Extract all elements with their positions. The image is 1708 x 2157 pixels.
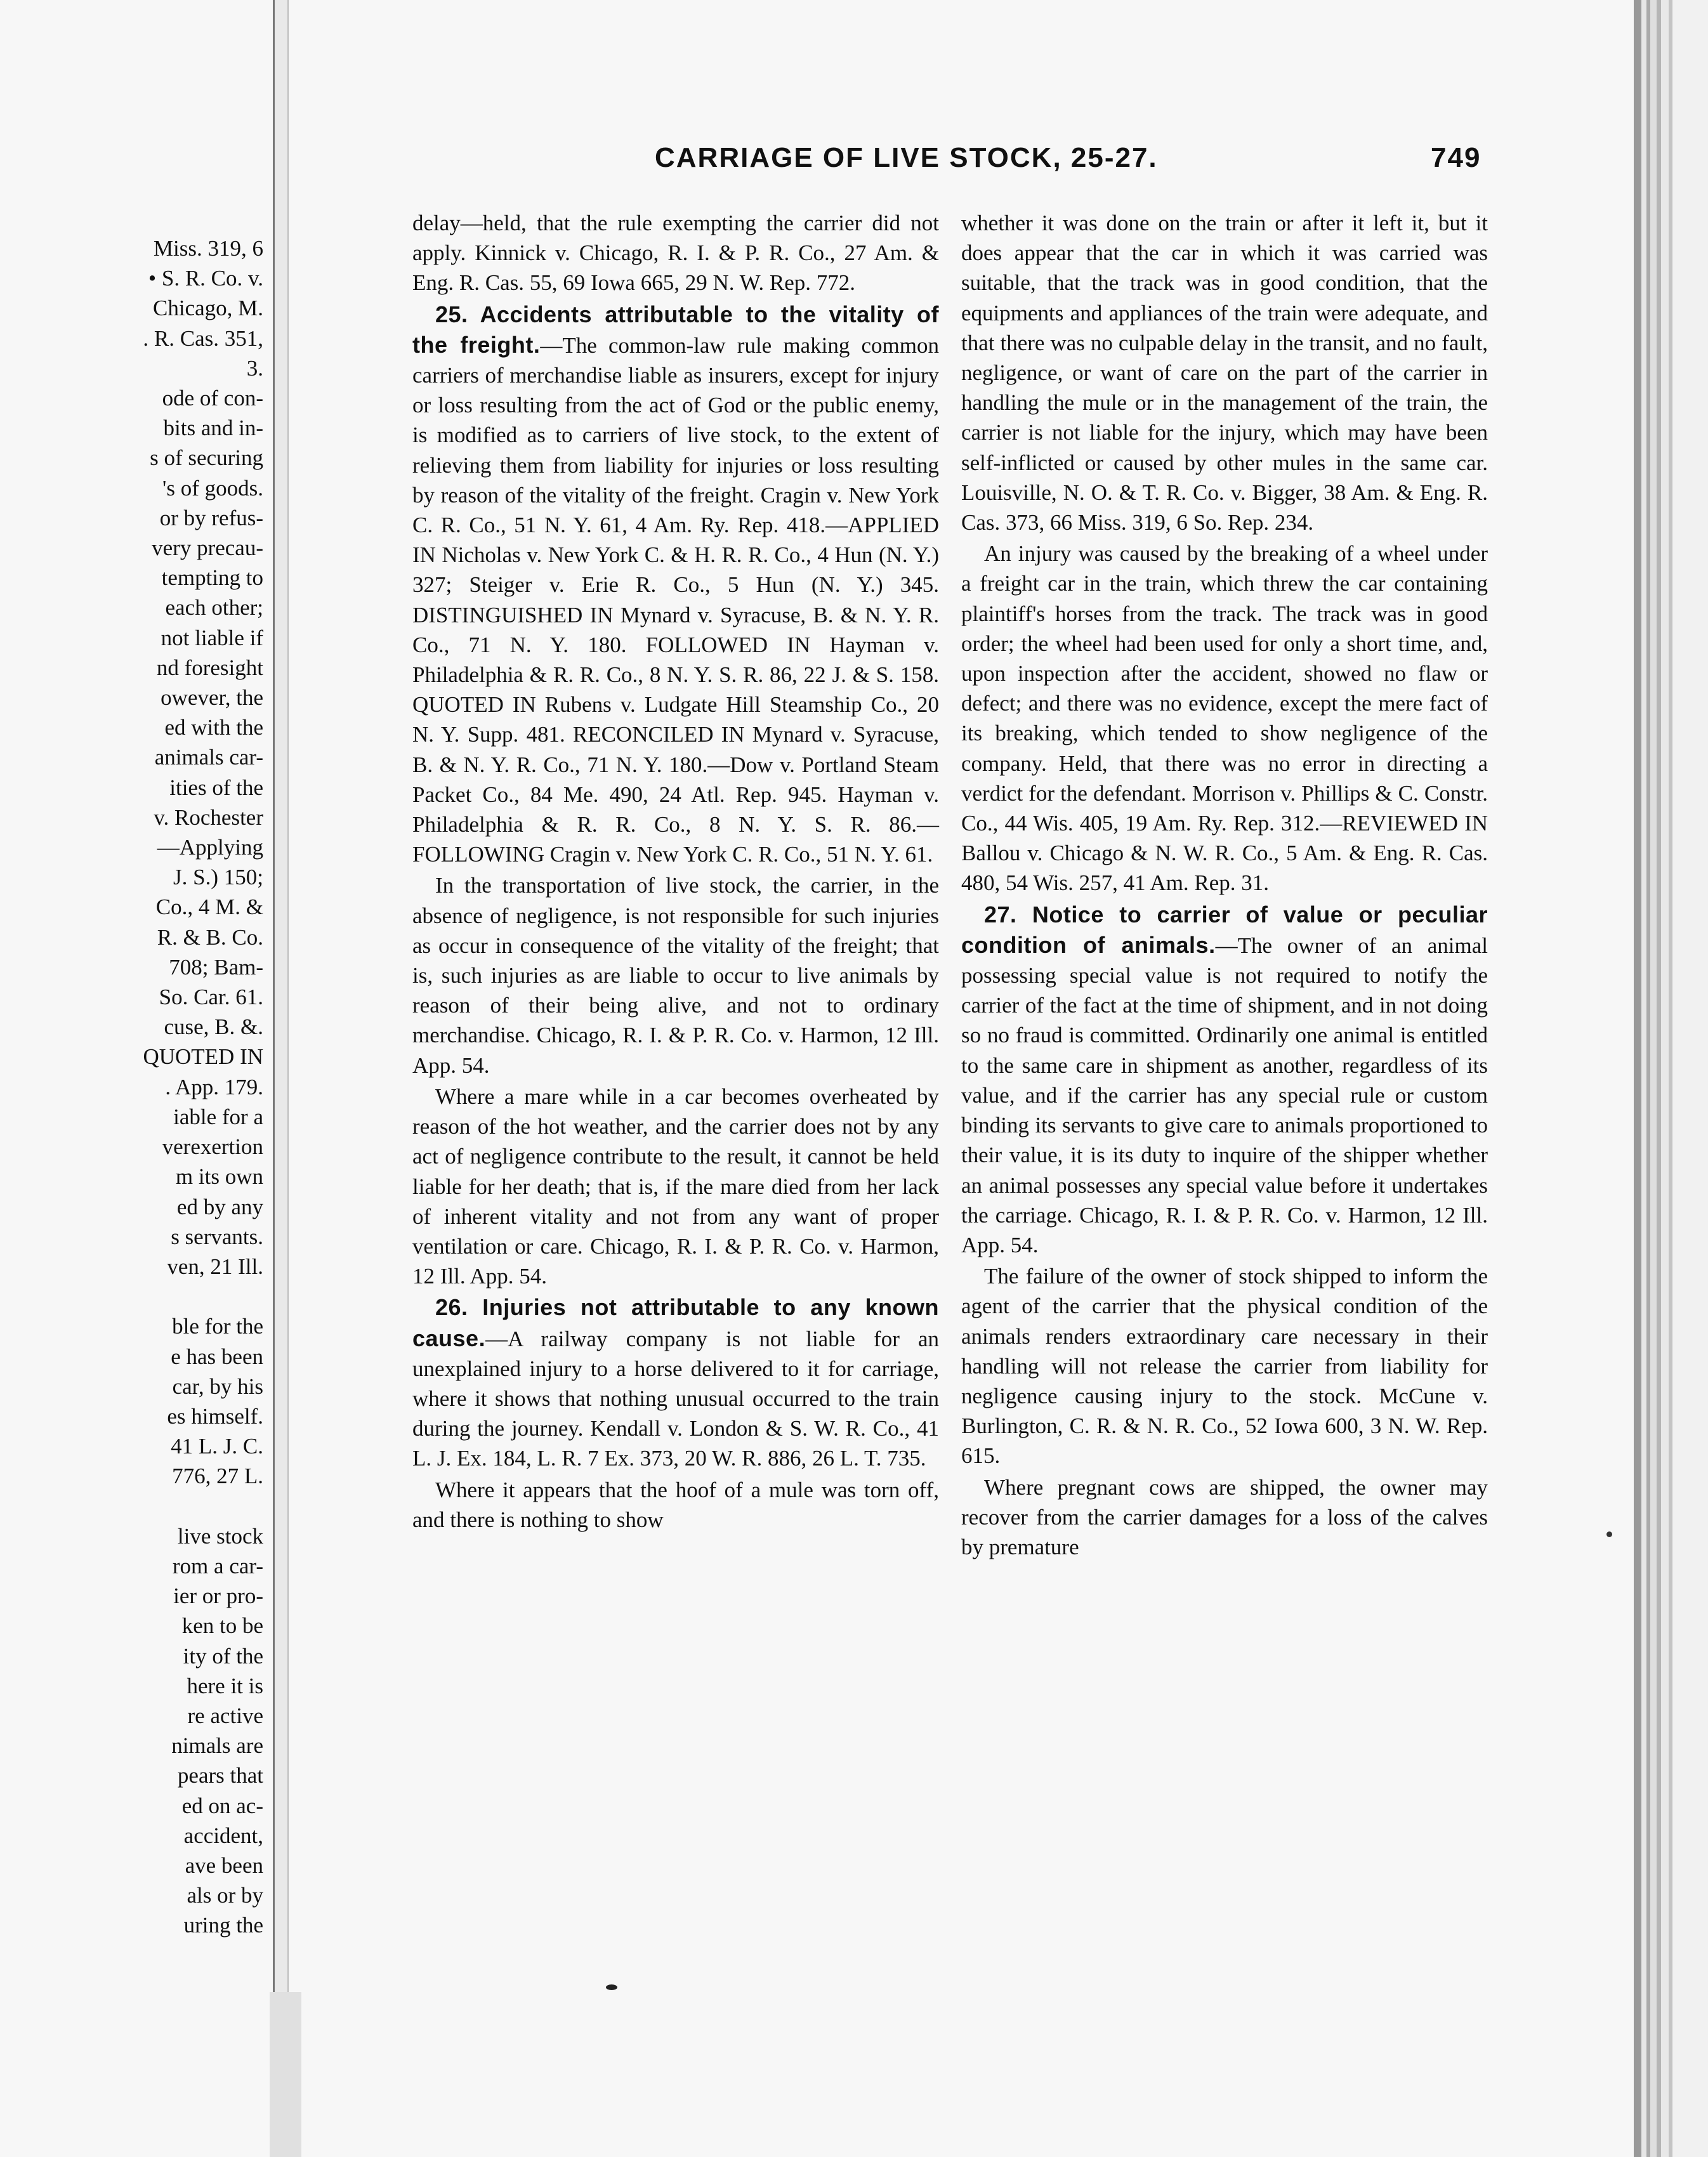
- ink-mark: [606, 1984, 617, 1990]
- paragraph-cows: Where pregnant cows are shipped, the owner may recover from the carrier damages for a loss of the calves by premature: [961, 1474, 1488, 1559]
- fragment-line: accident,: [183, 1823, 263, 1848]
- fragment-line: car, by his: [172, 1374, 263, 1399]
- fragment-line: cuse, B. &.: [164, 1014, 263, 1040]
- fragment-line: . R. Cas. 351,: [143, 325, 263, 351]
- fragment-line: ed on ac-: [181, 1793, 263, 1818]
- fragment-line: als or by: [187, 1883, 263, 1908]
- fragment-line: ken to be: [181, 1613, 263, 1639]
- fragment-line: nd foresight: [156, 655, 263, 680]
- paragraph-failure: The failure of the owner of stock shipped to inform the agent of the carrier that the physical condition of the animals renders extraordinary care necessary in their handling will not release the carrier from liability for negligence causing injury to the stock. McCune v. Burlington, C. R. & N. R. Co., 52 Iowa 600, 3 N. W. Rep. 615.: [961, 1264, 1488, 1469]
- fragment-line: ities of the: [169, 775, 263, 800]
- fragment-line: ble for the: [172, 1314, 263, 1339]
- fragment-line: re active: [187, 1703, 263, 1728]
- section-heading: 25. Accidents attributable to the vitality of the freight.: [412, 301, 939, 358]
- running-header: [0, 142, 1708, 180]
- paragraph-transport: In the transportation of live stock, the carrier, in the absence of negligence, is not responsible for such injuries as occur in consequence of the vitality of the freight; that is, such injuries as are liable to occur to live animals by reason of their being alive, and not to ordinary merchandise. Chicago, R. I. & P. R. Co. v. Harmon, 12 Ill. App. 54.: [412, 873, 939, 1078]
- ink-mark: [1606, 1531, 1612, 1537]
- fragment-line: here it is: [187, 1673, 263, 1698]
- fragment-line: 708; Bam-: [169, 954, 263, 980]
- text-column-left: [412, 208, 939, 1536]
- fragment-line: not liable if: [161, 625, 263, 650]
- fragment-line: Chicago, M.: [152, 296, 263, 321]
- fragment-line: tempting to: [161, 565, 263, 591]
- paragraph-injury: An injury was caused by the breaking of a wheel under a freight car in the train, which threw the car containing plaintiff's horses from the track. The track was in good order; the wheel had been used for only a short time, and, upon inspection after the accident, showed no flaw or defect; and there was no evidence, except the mere fact of its breaking, which tended to show negligence of the company. Held, that there was no error in directing a verdict for the defendant. Morrison v. Phillips & C. Constr. Co., 44 Wis. 405, 19 Am. Ry. Rep. 312.—REVIEWED IN Ballou v. Chicago & N. W. R. Co., 5 Am. & Eng. R. Cas. 480, 54 Wis. 257, 41 Am. Rep. 31.: [961, 541, 1488, 896]
- fragment-line: rom a car-: [172, 1553, 263, 1578]
- section-heading: 27. Notice to carrier of value or peculiar condition of animals.: [961, 901, 1488, 958]
- text-column-right: [961, 208, 1488, 1563]
- fragment-line: m its own: [175, 1164, 263, 1190]
- page-edge-stack: [1634, 0, 1708, 2157]
- fragment-line: —Applying: [157, 835, 263, 860]
- fragment-line: 3.: [246, 355, 263, 381]
- fragment-line: ity of the: [183, 1643, 263, 1669]
- fragment-line: R. & B. Co.: [157, 924, 263, 950]
- fragment-line: each other;: [165, 595, 263, 620]
- fragment-line: uring the: [183, 1913, 263, 1938]
- fragment-line: pears that: [177, 1763, 263, 1788]
- fragment-line: [0, 1492, 263, 1521]
- fragment-line: owever, the: [161, 685, 263, 711]
- fragment-line: 776, 27 L.: [172, 1464, 263, 1489]
- fragment-line: ave been: [185, 1852, 263, 1878]
- section-27: 27. Notice to carrier of value or peculiar condition of animals.—The owner of an animal possessing special value is not required to notify the carrier of the fact at the time of shipment, and in not doing so no fraud is committed. Ordinarily one animal is entitled to the same care in shipment as another, regardless of its value, and if the carrier has any special rule or custom binding its servants to give care to animals proportioned to their value, it is its duty to inquire of the shipper whether an animal possesses any special value before it undertakes the carriage. Chicago, R. I. & P. R. Co. v. Harmon, 12 Ill. App. 54.: [961, 901, 1488, 1257]
- fragment-line: e has been: [171, 1344, 263, 1369]
- fragment-line: v. Rochester: [154, 804, 263, 830]
- fragment-line: QUOTED IN: [143, 1044, 263, 1070]
- paragraph-delay: delay—held, that the rule exempting the carrier did not apply. Kinnick v. Chicago, R. I. & P. R. Co., 27 Am. & Eng. R. Cas. 55, 69 Iowa 665, 29 N. W. Rep. 772.: [412, 211, 939, 296]
- fragment-line: • S. R. Co. v.: [148, 266, 263, 291]
- paragraph-mare: Where a mare while in a car becomes overheated by reason of the hot weather, and the carrier does not by any act of negligence contribute to the result, it cannot be held liable for her death; that is, if the mare died from her lack of inherent vitality and not from any want of proper ventilation or care. Chicago, R. I. & P. R. Co. v. Harmon, 12 Ill. App. 54.: [412, 1084, 939, 1289]
- fragment-line: very precau-: [152, 535, 263, 561]
- fragment-line: nimals are: [171, 1733, 263, 1759]
- gutter-shadow: [270, 1992, 301, 2157]
- fragment-line: iable for a: [173, 1104, 263, 1129]
- running-title: CARRIAGE OF LIVE STOCK, 25-27.: [655, 142, 1158, 173]
- section-heading: 26. Injuries not attributable to any known cause.: [412, 1294, 939, 1351]
- paragraph-whether: whether it was done on the train or after it left it, but it does appear that the car in which it was carried was suitable, that the track was in good condition, that the equipments and appliances of the train were adequate, and that there was no culpable delay in the transit, and no fault, negligence, or want of care on the part of the carrier in handling the mule or in the management of the train, the carrier is not liable for the injury, which may have been self-inflicted or caused by other mules in the same car. Louisville, N. O. & T. R. Co. v. Bigger, 38 Am. & Eng. R. Cas. 373, 66 Miss. 319, 6 So. Rep. 234.: [961, 211, 1488, 535]
- fragment-line: 41 L. J. C.: [171, 1434, 263, 1459]
- section-25: 25. Accidents attributable to the vitality of the freight.—The common-law rule making common carriers of merchandise liable as insurers, except for injury or loss resulting from the act of God or the public enemy, is modified as to carriers of live stock, to the extent of relieving them from liability for injuries or loss resulting by reason of the vitality of the freight. Cragin v. New York C. R. Co., 51 N. Y. 61, 4 Am. Ry. Rep. 418.—APPLIED IN Nicholas v. New York C. & H. R. R. Co., 4 Hun (N. Y.) 327; Steiger v. Erie R. Co., 5 Hun (N. Y.) 345. DISTINGUISHED IN Mynard v. Syracuse, B. & N. Y. R. Co., 71 N. Y. 180. FOLLOWED IN Hayman v. Philadelphia & R. R. Co., 8 N. Y. S. R. 86, 22 J. & S. 158. QUOTED IN Rubens v. Ludgate Hill Steamship Co., 20 N. Y. Supp. 481. RECONCILED IN Mynard v. Syracuse, B. & N. Y. R. Co., 71 N. Y. 180.—Dow v. Portland Steam Packet Co., 84 Me. 490, 24 Atl. Rep. 945. Hayman v. Philadelphia & R. R. Co., 8 N. Y. S. R. 86.—FOLLOWING Cragin v. New York C. R. Co., 51 N. Y. 61.: [412, 301, 939, 867]
- paragraph-hoof: Where it appears that the hoof of a mule was torn off, and there is nothing to show: [412, 1477, 939, 1532]
- fragment-line: verexertion: [162, 1134, 263, 1160]
- fragment-line: animals car-: [154, 745, 263, 770]
- fragment-line: or by refus-: [159, 505, 263, 530]
- section-26: 26. Injuries not attributable to any known cause.—A railway company is not liable for an unexplained injury to a horse delivered to it for carriage, where it shows that nothing unusual occurred to the train during the journey. Kendall v. London & S. W. R. Co., 41 L. J. Ex. 184, L. R. 7 Ex. 373, 20 W. R. 886, 26 L. T. 735.: [412, 1294, 939, 1471]
- fragment-line: Miss. 319, 6: [153, 236, 263, 261]
- fragment-line: J. S.) 150;: [173, 865, 263, 890]
- fragment-line: [0, 1282, 263, 1311]
- fragment-line: ed with the: [164, 715, 263, 740]
- facing-page-fragment: [0, 233, 263, 2023]
- fragment-line: ode of con-: [162, 386, 263, 411]
- fragment-line: Co., 4 M. &: [155, 895, 263, 920]
- fragment-line: s servants.: [171, 1224, 263, 1249]
- page-number: 749: [1431, 142, 1481, 173]
- fragment-line: es himself.: [167, 1403, 263, 1429]
- fragment-line: ed by any: [176, 1194, 263, 1219]
- fragment-line: 's of goods.: [162, 475, 263, 501]
- fragment-line: s of securing: [150, 445, 263, 471]
- fragment-line: ier or pro-: [173, 1583, 263, 1609]
- fragment-line: . App. 179.: [165, 1074, 263, 1099]
- fragment-line: So. Car. 61.: [159, 985, 263, 1010]
- book-gutter: [273, 0, 289, 2157]
- fragment-line: ven, 21 Ill.: [167, 1254, 263, 1279]
- fragment-line: live stock: [177, 1523, 263, 1549]
- fragment-line: bits and in-: [163, 416, 263, 441]
